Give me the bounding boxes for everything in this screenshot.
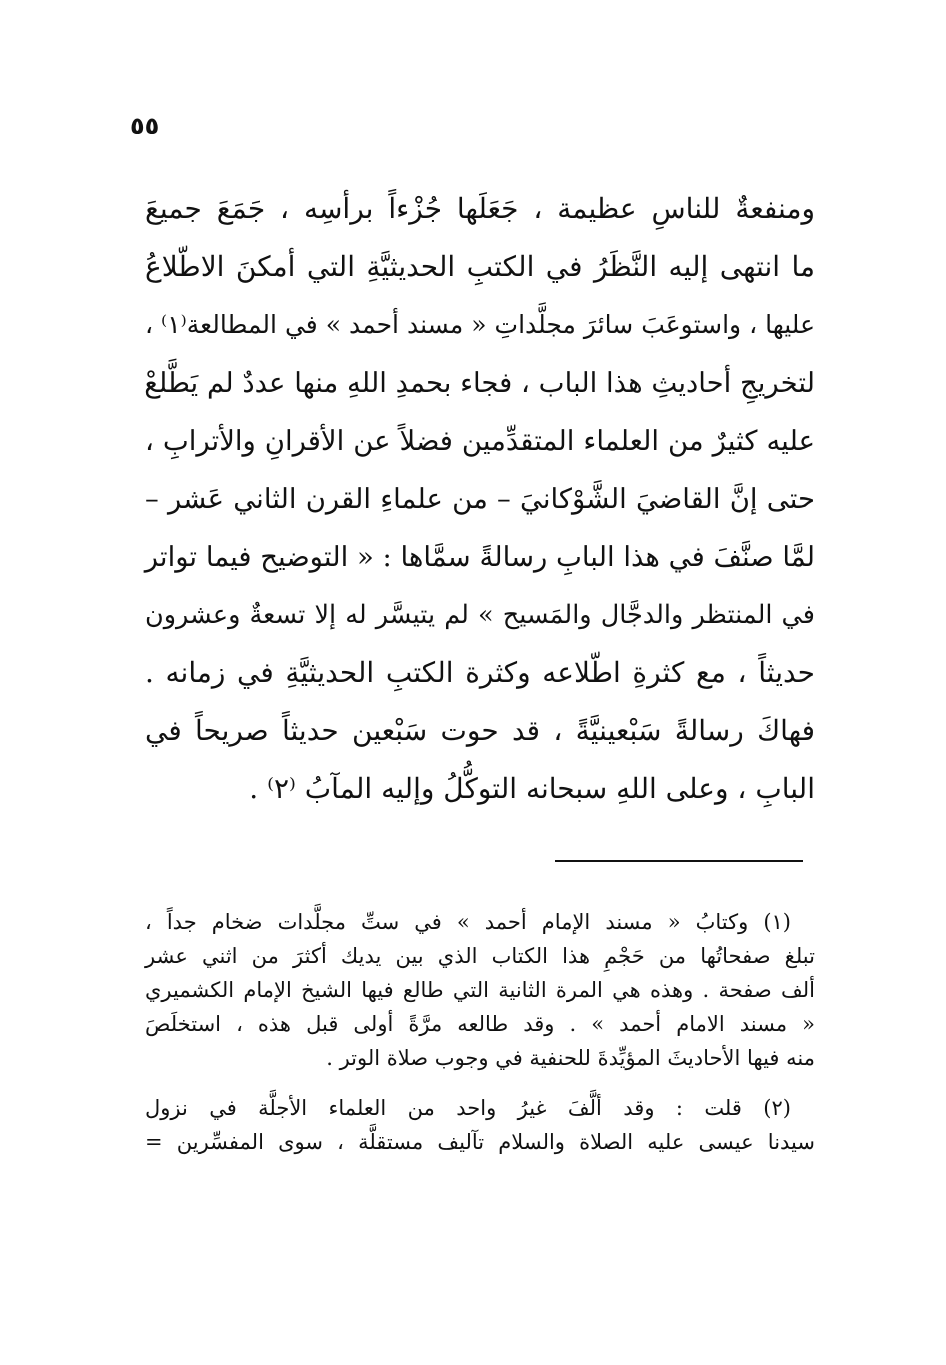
- footnote-line: ألف صفحة . وهذه هي المرة الثانية التي طالع فيها الشيخ الإمام الكشميري: [145, 978, 815, 1002]
- footnote-line: تبلغ صفحاتُها من حَجْمِ هذا الكتاب الذي بين يديك أكثرَ من اثني عشر: [145, 944, 815, 968]
- page-number: ٥٥: [130, 112, 160, 140]
- body-line: حديثاً ، مع كثرةِ اطّلاعه وكثرة الكتبِ الحديثيَّةِ في زمانه .: [145, 656, 815, 689]
- body-line: فهاكَ رسالةً سَبْعينيَّةً ، قد حوت سَبْعين حديثاً صريحاً في: [145, 714, 815, 747]
- body-line: عليها ، واستوعَبَ سائرَ مجلَّداتِ « مسند أحمد » في المطالعة⁽١⁾ ،: [145, 310, 816, 339]
- body-line: لتخريجِ أحاديثِ هذا الباب ، فجاء بحمدِ اللهِ منها عددٌ لم يَطَّلعْ: [144, 367, 815, 399]
- footnote-separator: [555, 860, 803, 862]
- main-text: [145, 180, 815, 818]
- footnote-1: [145, 905, 815, 1075]
- body-line: البابِ ، وعلى اللهِ سبحانه التوكُّلُ وإليه المآبُ ⁽٢⁾ .: [249, 772, 815, 805]
- footnote-line: سيدنا عيسى عليه الصلاة والسلام تآليف مستقلَّة ، سوى المفسِّرين =: [145, 1130, 815, 1154]
- body-line: ما انتهى إليه النَّظَرُ في الكتبِ الحديثيَّةِ التي أمكنَ الاطّلاعُ: [145, 250, 815, 283]
- body-line: لمَّا صنَّفَ في هذا البابِ رسالةً سمَّاها : « التوضيح فيما تواتر: [144, 541, 815, 573]
- body-line: ومنفعةٌ للناسِ عظيمة ، جَعَلَها جُزْءاً برأسِه ، جَمَعَ جميعَ: [145, 192, 815, 225]
- footnotes: [145, 905, 815, 1175]
- body-line: حتى إنَّ القاضيَ الشَّوْكانيَ – من علماءِ القرن الثاني عَشر –: [145, 483, 815, 515]
- footnote-line: (١) وكتابُ « مسند الإمام أحمد » في ستِّ مجلَّدات ضخام جداً ،: [145, 910, 791, 934]
- footnote-line: (٢) قلت : وقد ألَّفَ غيرُ واحد من العلماء الأجلَّة في نزول: [145, 1096, 791, 1120]
- footnote-line: « مسند الامام أحمد » . وقد طالعه مرَّةً أولى قبل هذه ، استخلَصَ: [145, 1012, 815, 1036]
- body-line: عليه كثيرٌ من العلماء المتقدِّمين فضلاً عن الأقرانِ والأترابِ ،: [145, 425, 815, 457]
- body-line: في المنتظر والدجَّال والمَسيح » لم يتيسَّر له إلا تسعةٌ وعشرون: [145, 600, 815, 630]
- footnote-2: [145, 1091, 815, 1159]
- footnote-line: منه فيها الأحاديثَ المؤيِّدةَ للحنفية في وجوب صلاة الوتر .: [326, 1046, 815, 1070]
